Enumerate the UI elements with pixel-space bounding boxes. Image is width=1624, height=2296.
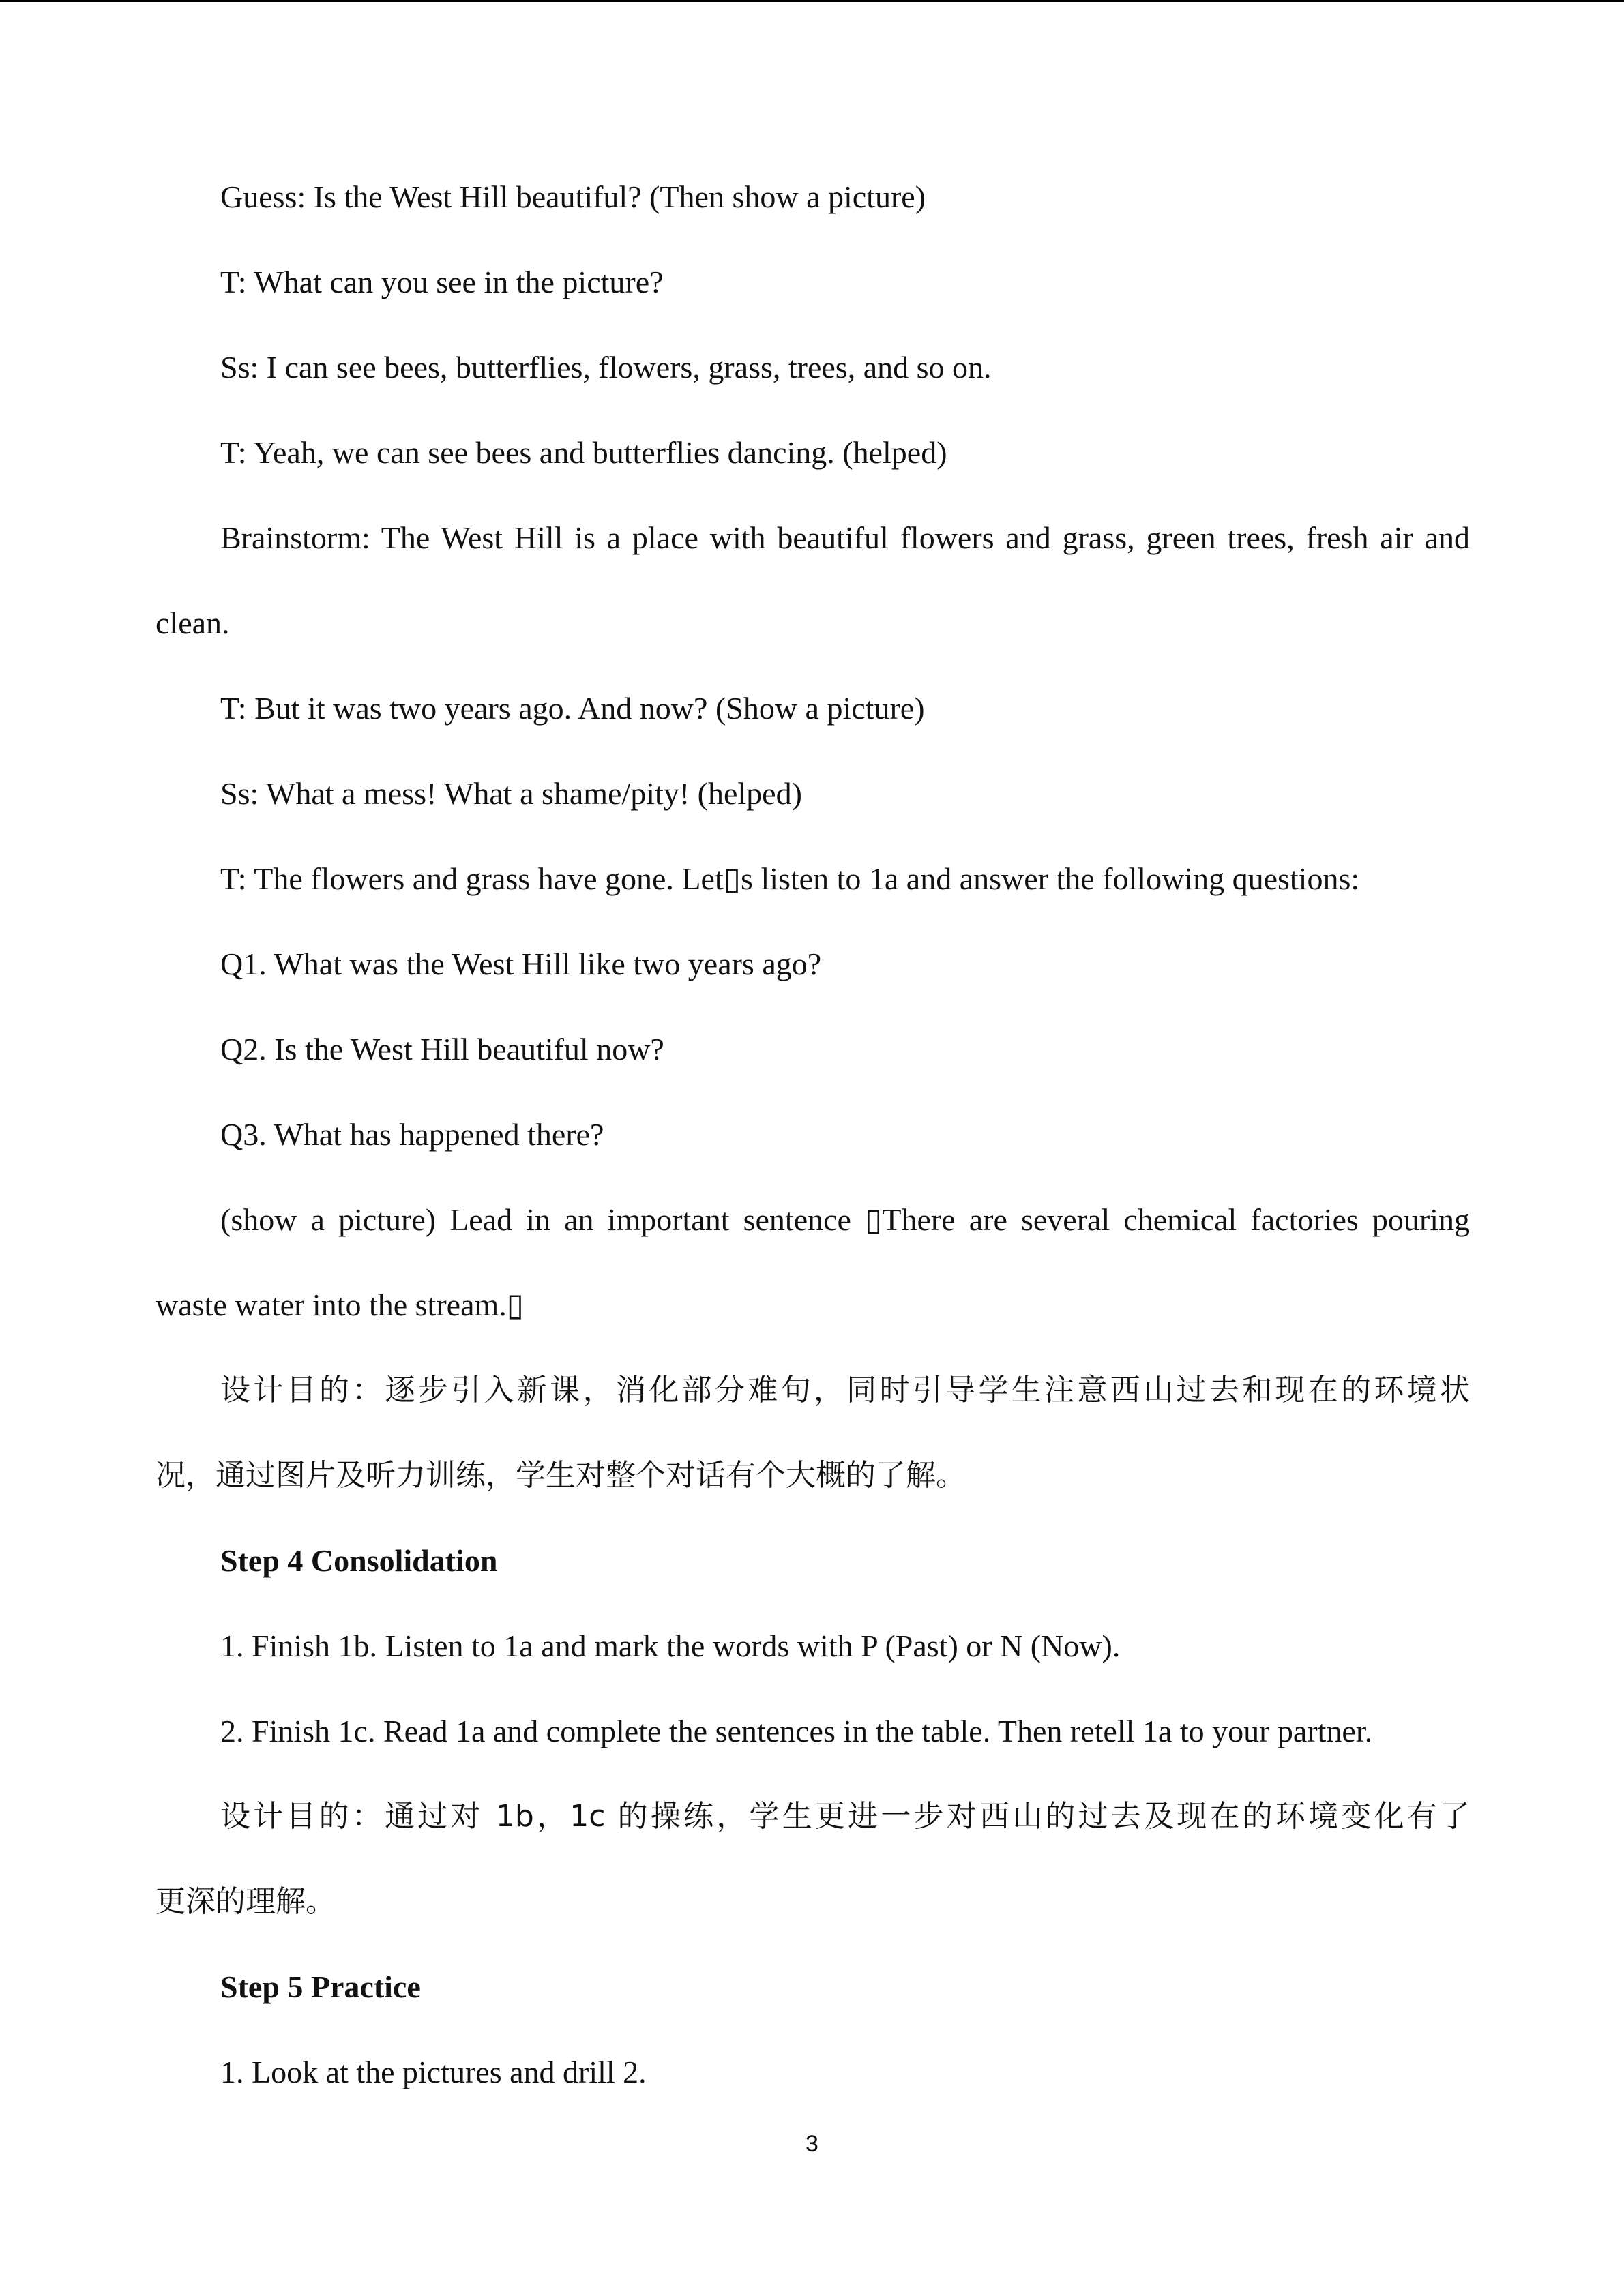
paragraph-teacher-show-picture: T: But it was two years ago. And now? (Show a picture) xyxy=(220,691,925,726)
paragraph-teacher-question: T: What can you see in the picture? xyxy=(220,265,664,299)
step-5-heading: Step 5 Practice xyxy=(220,1969,421,2004)
question-3: Q3. What has happened there? xyxy=(220,1117,604,1152)
paragraph-brainstorm: Brainstorm: The West Hill is a place with beautiful flowers and grass, green trees, fresh air and xyxy=(220,520,1470,555)
step-5-item-1: 1. Look at the pictures and drill 2. xyxy=(220,2055,647,2089)
paragraph-lead-in-continued: waste water into the stream.▯ xyxy=(156,1287,525,1322)
page-number: 3 xyxy=(806,2131,818,2157)
paragraph-listen-instruction: T: The flowers and grass have gone. Let▯s listen to 1a and answer the following questions: xyxy=(220,861,1360,896)
question-1: Q1. What was the West Hill like two years ago? xyxy=(220,946,822,981)
design-purpose-1-continued: 况，通过图片及听力训练，学生对整个对话有个大概的了解。 xyxy=(156,1458,966,1493)
design-purpose-2-continued: 更深的理解。 xyxy=(156,1884,336,1919)
paragraph-lead-in: (show a picture) Lead in an important sentence ▯There are several chemical factories pouring xyxy=(220,1202,1470,1237)
design-purpose-2: 设计目的：通过对 1b，1c 的操练，学生更进一步对西山的过去及现在的环境变化有了 xyxy=(220,1799,1470,1834)
step-4-item-1: 1. Finish 1b. Listen to 1a and mark the words with P (Past) or N (Now). xyxy=(220,1628,1121,1663)
design-purpose-1: 设计目的：逐步引入新课，消化部分难句，同时引导学生注意西山过去和现在的环境状 xyxy=(220,1373,1470,1407)
paragraph-guess: Guess: Is the West Hill beautiful? (Then show a picture) xyxy=(220,179,926,214)
paragraph-teacher-response: T: Yeah, we can see bees and butterflies dancing. (helped) xyxy=(220,435,947,470)
step-4-item-2: 2. Finish 1c. Read 1a and complete the sentences in the table. Then retell 1a to your partner. xyxy=(220,1714,1373,1748)
question-2: Q2. Is the West Hill beautiful now? xyxy=(220,1032,664,1067)
paragraph-students-exclaim: Ss: What a mess! What a shame/pity! (helped) xyxy=(220,776,802,811)
paragraph-students-answer: Ss: I can see bees, butterflies, flowers, grass, trees, and so on. xyxy=(220,350,992,385)
paragraph-brainstorm-continued: clean. xyxy=(156,606,230,640)
step-4-heading: Step 4 Consolidation xyxy=(220,1543,498,1578)
